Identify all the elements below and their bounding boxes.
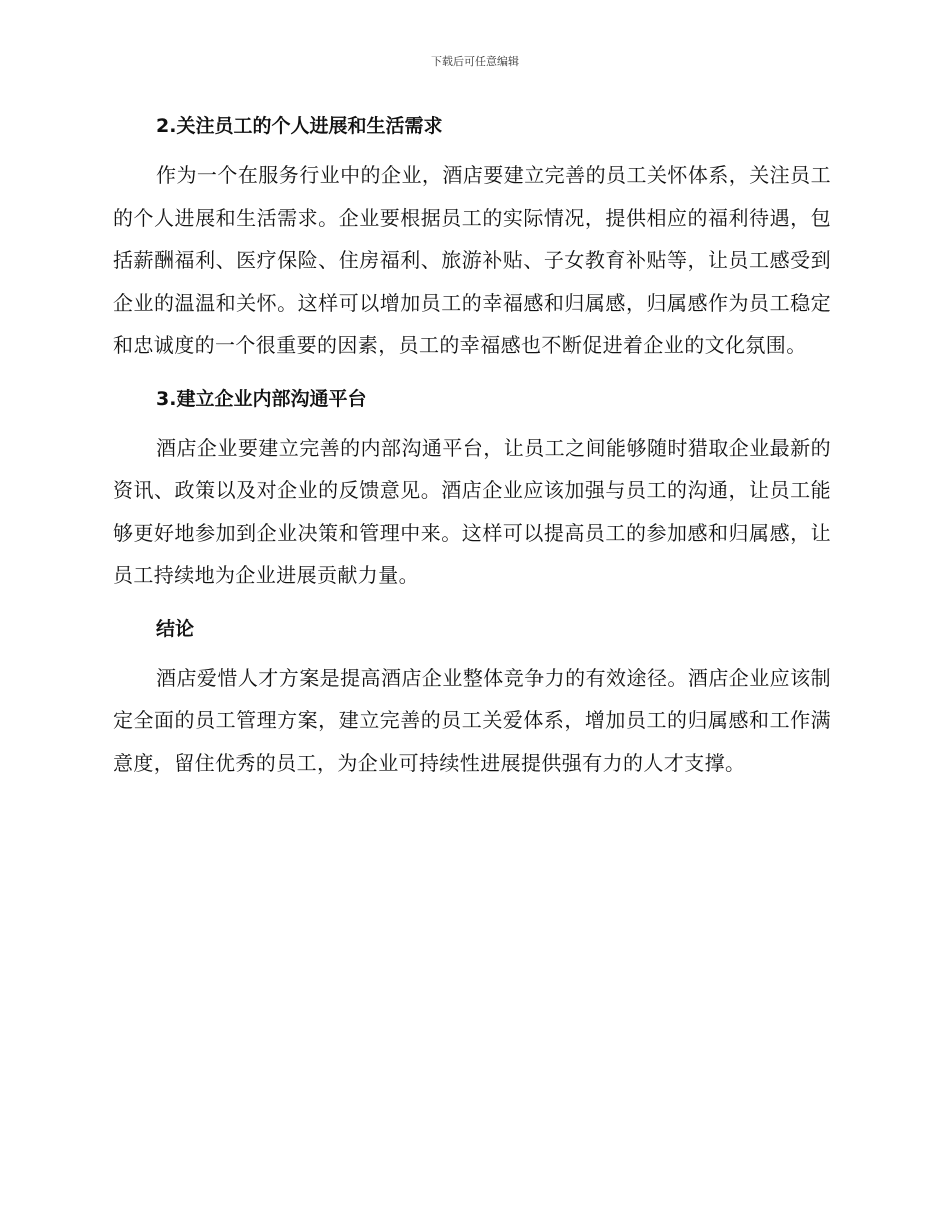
section-paragraph: 酒店企业要建立完善的内部沟通平台，让员工之间能够随时猎取企业最新的资讯、政策以及对企业的反馈意见。酒店企业应该加强与员工的沟通，让员工能够更好地参加到企业决策和管理中来。这样可以提高员工的参加感和归属感，让员工持续地为企业进展贡献力量。: [113, 435, 831, 587]
section-paragraph: 作为一个在服务行业中的企业，酒店要建立完善的员工关怀体系，关注员工的个人进展和生活需求。企业要根据员工的实际情况，提供相应的福利待遇，包括薪酬福利、医疗保险、住房福利、旅游补贴、子女教育补贴等，让员工感受到企业的温温和关怀。这样可以增加员工的幸福感和归属感，归属感作为员工稳定和忠诚度的一个很重要的因素，员工的幸福感也不断促进着企业的文化氛围。: [113, 163, 831, 357]
section-heading: 结论: [156, 617, 195, 640]
section-heading: 3.建立企业内部沟通平台: [156, 387, 367, 410]
section-communication-platform: [113, 381, 831, 597]
section-personal-development: [113, 108, 831, 367]
document-body: [113, 108, 831, 798]
section-paragraph: 酒店爱惜人才方案是提高酒店企业整体竞争力的有效途径。酒店企业应该制定全面的员工管理方案，建立完善的员工关爱体系，增加员工的归属感和工作满意度，留住优秀的员工，为企业可持续性进展提供强有力的人才支撑。: [113, 665, 831, 775]
section-conclusion: [113, 611, 831, 785]
page-header: 下载后可任意编辑: [431, 55, 519, 68]
section-heading: 2.关注员工的个人进展和生活需求: [156, 115, 443, 137]
